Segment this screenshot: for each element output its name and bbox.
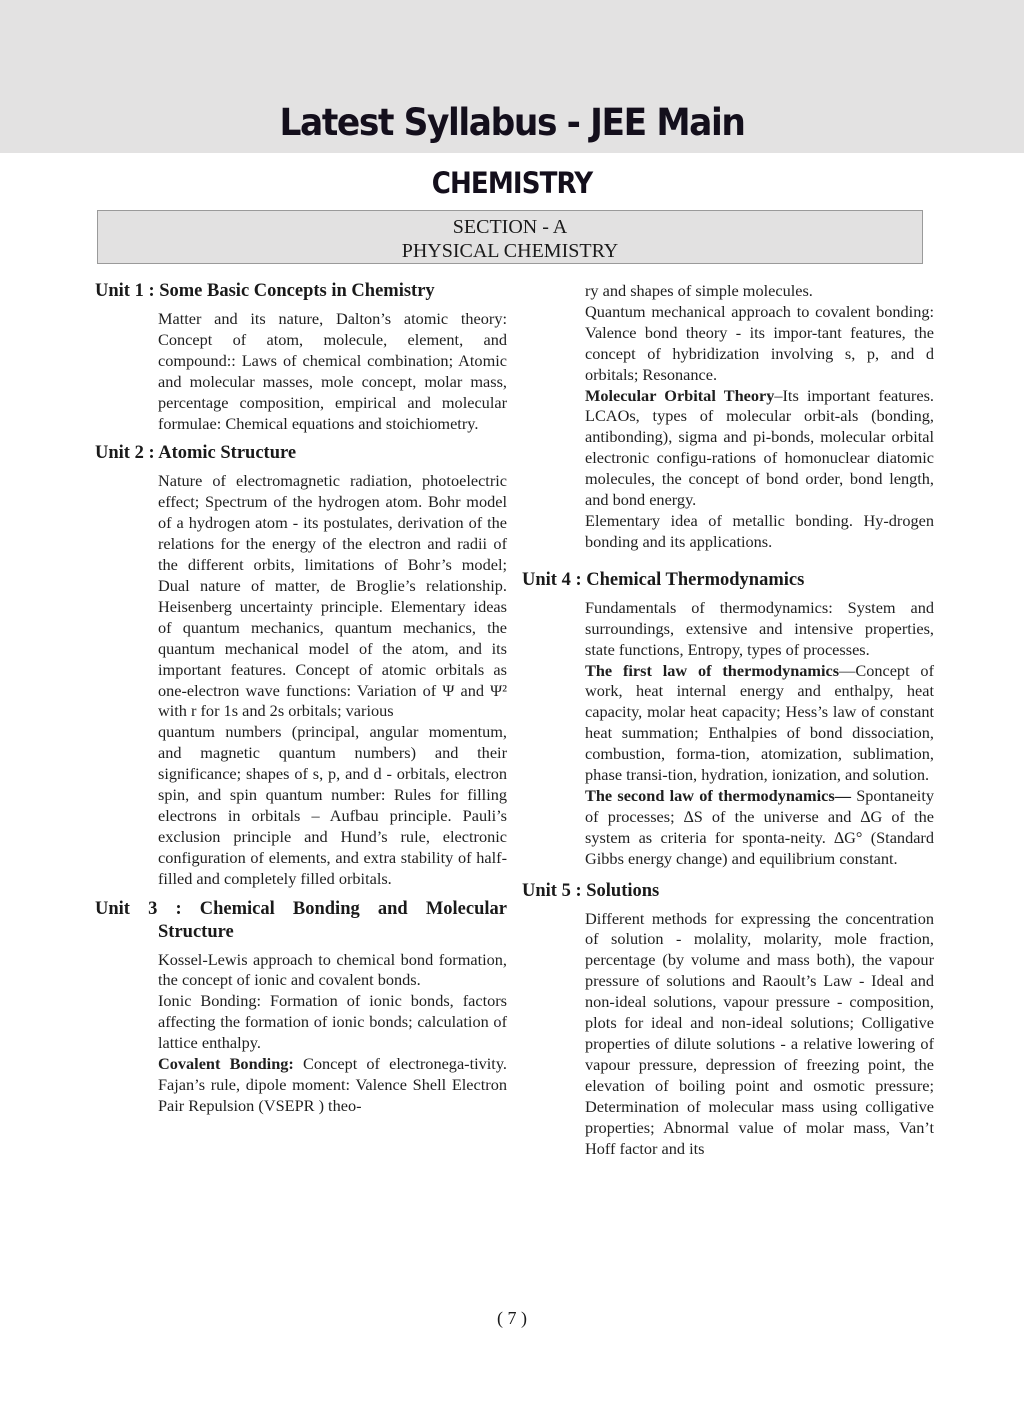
- second-law-text: Spontaneity of processes; ∆S of the universe and ∆G of the system as criteria for sponta-neity. ∆G° (Standard Gibbs energy change) and equilibrium constant.: [585, 785, 934, 868]
- unit-3-paragraph-3: [158, 1054, 507, 1117]
- unit-3-paragraph-2: Ionic Bonding: Formation of ionic bonds, factors affecting the formation of ionic bonds; calculation of lattice enthalpy.: [158, 991, 507, 1053]
- unit-3-paragraph-1: Kossel-Lewis approach to chemical bond formation, the concept of ionic and covalent bonds.: [158, 949, 507, 990]
- unit-3-body: [158, 950, 507, 1117]
- unit-4-body: [585, 598, 934, 870]
- section-label: SECTION - A: [452, 216, 568, 238]
- unit-4-paragraph-1: Fundamentals of thermodynamics: System and surroundings, extensive and intensive properties, state functions, Entropy, types of processes.: [585, 597, 934, 659]
- unit-3-body-continued: [585, 281, 934, 553]
- mo-theory-text: –Its important features. LCAOs, types of molecular orbit-als (bonding, antibonding), sigma and pi-bonds, molecular orbital electronic configu-rations of homonuclear diatomic molecules, the concept of bond order, bond length, and bond energy.: [585, 385, 934, 510]
- unit-3: [95, 898, 507, 1117]
- unit-3-continued: [522, 281, 934, 553]
- unit-2-heading: Unit 2 : Atomic Structure: [95, 443, 297, 464]
- unit-2-paragraph-1: Nature of electromagnetic radiation, photoelectric effect; Spectrum of the hydrogen atom. Bohr model of a hydrogen atom - its postulates, derivation of the relations for the energy of the electron and radii of the different orbits, limitations of Bohr’s model; Dual nature of matter, de Broglie’s relationship. Heisenberg uncertainty principle. Elementary ideas of quantum mechanics, quantum mechanics, the quantum mechanical model of the atom, and its important features. Concept of atomic orbitals as one-electron wave functions: Variation of Ψ and Ψ² with r for 1s and 2s orbitals; various: [158, 471, 507, 721]
- unit-3-paragraph-6: [585, 386, 934, 511]
- first-law-text: —Concept of work, heat internal energy and enthalpy, heat capacity, molar heat capacity; Hess’s law of constant heat summation; Enthalpies of bond dissociation, combustion, forma-tion, atomization, sublimation, phase transi-tion, hydration, ionization, and solution.: [585, 660, 934, 785]
- unit-3-heading-line1: Unit 3 : Chemical Bonding and Molecular: [95, 898, 507, 919]
- unit-4-heading: Unit 4 : Chemical Thermodynamics: [522, 569, 805, 590]
- unit-3-heading-line2: Structure: [158, 921, 234, 942]
- unit-1-body: [158, 309, 507, 434]
- covalent-bonding-label: Covalent Bonding:: [158, 1054, 294, 1074]
- unit-2-paragraph-2: quantum numbers (principal, angular momentum, and magnetic quantum numbers) and their significance; shapes of s, p, and d - orbitals, electron spin, and spin quantum number: Rules for filling electrons in orbitals – Aufbau principle. Pauli’s exclusion principle and Hund’s rule, electronic configuration of elements, and extra stability of half-filled and completely filled orbitals.: [158, 722, 507, 888]
- unit-1-heading: Unit 1 : Some Basic Concepts in Chemistry: [95, 281, 435, 301]
- unit-5: [522, 880, 934, 1160]
- first-law-label: The first law of thermodynamics: [585, 660, 840, 680]
- subject-title: CHEMISTRY: [431, 166, 593, 200]
- covalent-bonding-text: Concept of electronega-tivity. Fajan’s rule, dipole moment: Valence Shell Electron Pair Repulsion (VSEPR ) theo-: [158, 1054, 507, 1115]
- unit-1: [95, 280, 507, 434]
- page-title: Latest Syllabus - JEE Main: [279, 101, 745, 144]
- unit-3-paragraph-5: Quantum mechanical approach to covalent bonding: Valence bond theory - its impor-tant features, the concept of hybridization involving s, p, and d orbitals; Resonance.: [585, 301, 934, 384]
- right-column: [522, 281, 934, 1167]
- unit-2: [95, 442, 507, 889]
- mo-theory-label: Molecular Orbital Theory: [585, 385, 775, 405]
- unit-4-paragraph-3: [585, 786, 934, 870]
- unit-2-body: [158, 471, 507, 889]
- unit-5-body: [585, 909, 934, 1160]
- section-banner: [97, 210, 923, 264]
- unit-4-paragraph-2: [585, 661, 934, 786]
- left-column: [95, 280, 507, 1125]
- unit-5-heading: Unit 5 : Solutions: [522, 880, 660, 901]
- second-law-label: The second law of thermodynamics—: [585, 785, 851, 805]
- unit-3-paragraph-7: Elementary idea of metallic bonding. Hy-drogen bonding and its applications.: [585, 510, 934, 551]
- unit-5-paragraph-1: Different methods for expressing the concentration of solution - molality, molarity, mole fraction, percentage (by volume and mass both), the vapour pressure of solutions and Raoult’s Law - Ideal and non-ideal solutions, vapour pressure - composition, plots for ideal and non-ideal solutions; Colligative properties of dilute solutions - a relative lowering of vapour pressure, depression of freezing point, the elevation of boiling point and osmotic pressure; Determination of molecular mass using colligative properties; Abnormal value of molar mass, Van’t Hoff factor and its: [585, 908, 934, 1158]
- unit-1-paragraph: Matter and its nature, Dalton’s atomic theory: Concept of atom, molecule, element, and compound:: Laws of chemical combination; Atomic and molecular masses, mole concept, molar mass, percentage composition, empirical and molecular formulae: Chemical equations and stoichiometry.: [158, 309, 507, 433]
- unit-4: [522, 569, 934, 870]
- unit-3-paragraph-4: ry and shapes of simple molecules.: [585, 281, 813, 300]
- section-name: PHYSICAL CHEMISTRY: [401, 240, 619, 262]
- page-number: ( 7 ): [497, 1308, 527, 1328]
